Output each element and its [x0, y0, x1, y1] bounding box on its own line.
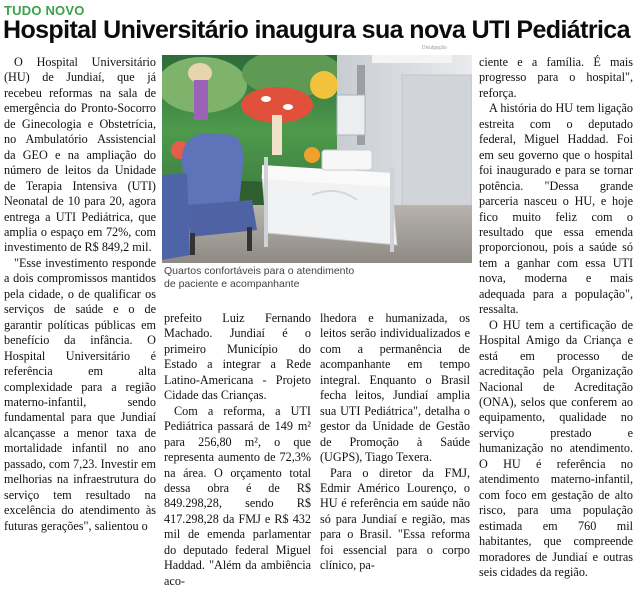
paragraph: A história do HU tem ligação estreita com o deputado federal, Miguel Haddad. Foi em seu governo que o hospital foi inaugurado e para se tornar potência. "Dessa grande parceria nasceu o HU, e hoje fico muito feliz com o resultado que essa emenda proporcionou, pois a saúde só tem a ganhar com essa UTI nova, moderna e mais adequada para a população", ressalta.: [479, 101, 633, 317]
article-column-1: [4, 55, 156, 534]
uti-room-photo: [162, 55, 472, 263]
photo-credit: Divulgação: [422, 45, 447, 51]
paragraph: Com a reforma, a UTI Pediátrica passará de 149 m² para 256,80 m², o que representa aumento de 72,3% na área. O orçamento total dessa obra é de R$ 849.298,28, sendo R$ 417.298,28 da FMJ e R$ 432 mil de emenda parlamentar do deputado federal Miguel Haddad. "Além da ambiência aco-: [164, 403, 311, 588]
paragraph: O Hospital Universitário (HU) de Jundiaí, que já recebeu reformas na sala de emergência do Pronto-Socorro de Ginecologia e Obstetrícia, no Ambulatório Assistencial da GEO e na ampliação do número de leitos da Unidade de Terapia Intensiva (UTI) Neonatal de 10 para 20, agora entrega a UTI Pediátrica, que amplia o espaço em 72%, com investimento de R$ 849,2 mil.: [4, 55, 156, 255]
paragraph: ciente e a família. É mais progresso para o hospital", reforça.: [479, 55, 633, 100]
photo-caption: [164, 265, 464, 291]
caption-line: Quartos confortáveis para o atendimento: [164, 265, 355, 277]
photo-illustration: [162, 55, 472, 263]
paragraph: prefeito Luiz Fernando Machado. Jundiaí é o primeiro Município do Estado a integrar a Rede Latino-Americana - Projeto Cidade das Crianças.: [164, 311, 311, 403]
caption-line: de paciente e acompanhante: [164, 278, 300, 290]
paragraph: "Esse investimento responde a dois compromissos mantidos pela cidade, o de qualificar os serviços de saúde e o de garantir políticas públicas em benefício da infância. O Hospital Universitário é referência em alta complexidade para a região materno-infantil, sendo fundamental para que Jundiaí alcançasse a menor taxa de mortalidade infantil no ano passado, com 7,23. Investir em melhorias na infraestrutura do serviço tem resultado na excelência do atendimento às futuras gerações", salientou o: [4, 255, 156, 533]
paragraph: lhedora e humanizada, os leitos serão individualizados e com a permanência de acompanhante em tempo integral. Enquanto o Brasil fecha leitos, Jundiaí amplia sua UTI Pediátrica", detalha o gestor da Unidade de Gestão de Promoção à Saúde (UGPS), Tiago Texera.: [320, 311, 470, 465]
paragraph: Para o diretor da FMJ, Edmir Américo Lourenço, o HU é referência em saúde não só para Jundiaí e região, mas para o Brasil. "Essa reforma foi essencial para o corpo clínico, pa-: [320, 465, 470, 573]
headline: Hospital Universitário inaugura sua nova UTI Pediátrica: [3, 16, 630, 44]
article-column-2: [164, 311, 311, 589]
article-column-3: [320, 311, 470, 574]
paragraph: O HU tem a certificação de Hospital Amigo da Criança e está em processo de acreditação pela Organização Nacional de Acreditação (ONA), selos que conferem ao equipamento, qualidade no serviço prestado e humanização no atendimento. O HU é referência no atendimento materno-infantil, com foco em gestação de alto risco, para uma população estimada em 760 mil habitantes, que compreende moradores de Jundiaí e outras seis cidades da região.: [479, 317, 633, 579]
article-column-4: [479, 55, 633, 580]
section-kicker: TUDO NOVO: [4, 3, 85, 18]
